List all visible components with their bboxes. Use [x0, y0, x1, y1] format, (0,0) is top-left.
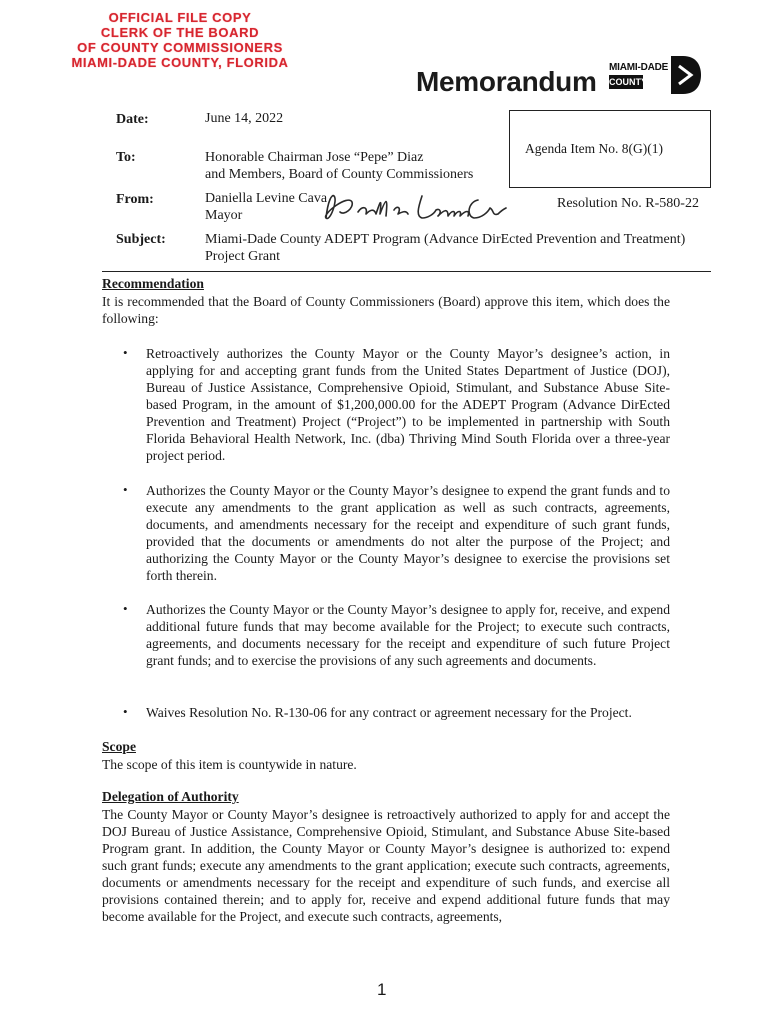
- subject-value: [205, 231, 685, 265]
- header-divider: [102, 271, 711, 272]
- logo-text-line1: MIAMI-DADE: [609, 62, 669, 73]
- scope-heading: Scope: [102, 739, 136, 754]
- agenda-item-number: Agenda Item No. 8(G)(1): [525, 141, 663, 156]
- recommendation-bullet-2: Authorizes the County Mayor or the County Mayor’s designee to expend the grant funds and to execute any amendments to the grant application as well as such contracts, agreements, documents, and amendments necessary for the receipt and expenditure of such grant funds, provided that the documents or amendments do not alter the purpose of the Project; and authorizing the County Mayor or the County Mayor’s designee to exercise the provisions set forth therein.: [146, 483, 670, 583]
- logo-d-mark-icon: [669, 54, 703, 96]
- bullet-marker: •: [123, 704, 128, 719]
- recommendation-bullet-4: Waives Resolution No. R-130-06 for any contract or agreement necessary for the Project.: [146, 705, 632, 720]
- mayor-signature: [318, 188, 508, 228]
- bullet-marker: •: [123, 482, 128, 497]
- resolution-number: Resolution No. R-580-22: [557, 196, 699, 211]
- to-value-line2: and Members, Board of County Commissioners: [205, 167, 474, 182]
- subject-value-line1: Miami-Dade County ADEPT Program (Advance DirEcted Prevention and Treatment): [205, 232, 686, 247]
- to-label: To:: [116, 150, 136, 165]
- subject-label: Subject:: [116, 232, 166, 247]
- date-value: June 14, 2022: [205, 111, 284, 126]
- from-value-line2: Mayor: [205, 208, 243, 223]
- delegation-text: The County Mayor or County Mayor’s designee is retroactively authorized to apply for and accept the DOJ Bureau of Justice Assistance, Comprehensive Opioid, Stimulant, and Substance Abuse Site-based Program grant. In addition, the County Mayor or County Mayor’s designee is authorized to: expend such grant funds; execute any amendments to the grant application; execute such contracts, agreements, documents or amendments necessary for the receipt and expenditure of such funds, and exercise all provisions contained therein; and to apply for, receive and expend additional future funds that may become available for the Project, and execute such contracts, agreements,: [102, 807, 670, 924]
- stamp-line-1: OFFICIAL FILE COPY: [108, 10, 252, 25]
- page-number: 1: [377, 980, 387, 999]
- recommendation-intro: It is recommended that the Board of County Commissioners (Board) approve this item, which does the following:: [102, 294, 670, 326]
- to-value: [205, 149, 473, 183]
- date-label: Date:: [116, 112, 149, 127]
- bullet-marker: •: [123, 601, 128, 616]
- recommendation-heading: Recommendation: [102, 276, 204, 291]
- scope-text: The scope of this item is countywide in nature.: [102, 757, 357, 772]
- stamp-line-3: OF COUNTY COMMISSIONERS: [77, 40, 283, 55]
- memorandum-title: Memorandum: [416, 66, 597, 97]
- official-file-copy-stamp: [60, 10, 300, 70]
- subject-value-line2: Project Grant: [205, 249, 281, 264]
- to-value-line1: Honorable Chairman Jose “Pepe” Diaz: [205, 150, 424, 165]
- logo-text-line2: COUNTY: [609, 77, 647, 87]
- stamp-line-4: MIAMI-DADE COUNTY, FLORIDA: [71, 55, 289, 70]
- from-value: [205, 190, 327, 224]
- from-label: From:: [116, 192, 154, 207]
- bullet-marker: •: [123, 345, 128, 360]
- recommendation-bullet-1: Retroactively authorizes the County Mayor or the County Mayor’s designee’s action, in applying for and accepting grant funds from the United States Department of Justice (DOJ), Bureau of Justice Assistance, Comprehensive Opioid, Stimulant, and Substance Abuse Site-based Program, in the amount of $1,200,000.00 for the ADEPT Program (Advance DirEcted Prevention and Treatment) Project (“Project”) to be implemented in partnership with South Florida Behavioral Health Network, Inc. (dba) Thriving Mind South Florida over a three-year project period.: [146, 346, 670, 463]
- from-value-line1: Daniella Levine Cava: [205, 191, 328, 206]
- recommendation-bullet-3: Authorizes the County Mayor or the County Mayor’s designee to apply for, receive, and expend additional future funds that may become available for the Project; to execute such contracts, agreements, and documents necessary for the receipt and expenditure of such future Project grant funds; and to exercise the provisions of any such agreements and documents.: [146, 602, 670, 668]
- agenda-item-box: [509, 110, 711, 188]
- miami-dade-county-logo: [609, 54, 701, 96]
- stamp-line-2: CLERK OF THE BOARD: [100, 25, 260, 40]
- delegation-heading: Delegation of Authority: [102, 789, 239, 804]
